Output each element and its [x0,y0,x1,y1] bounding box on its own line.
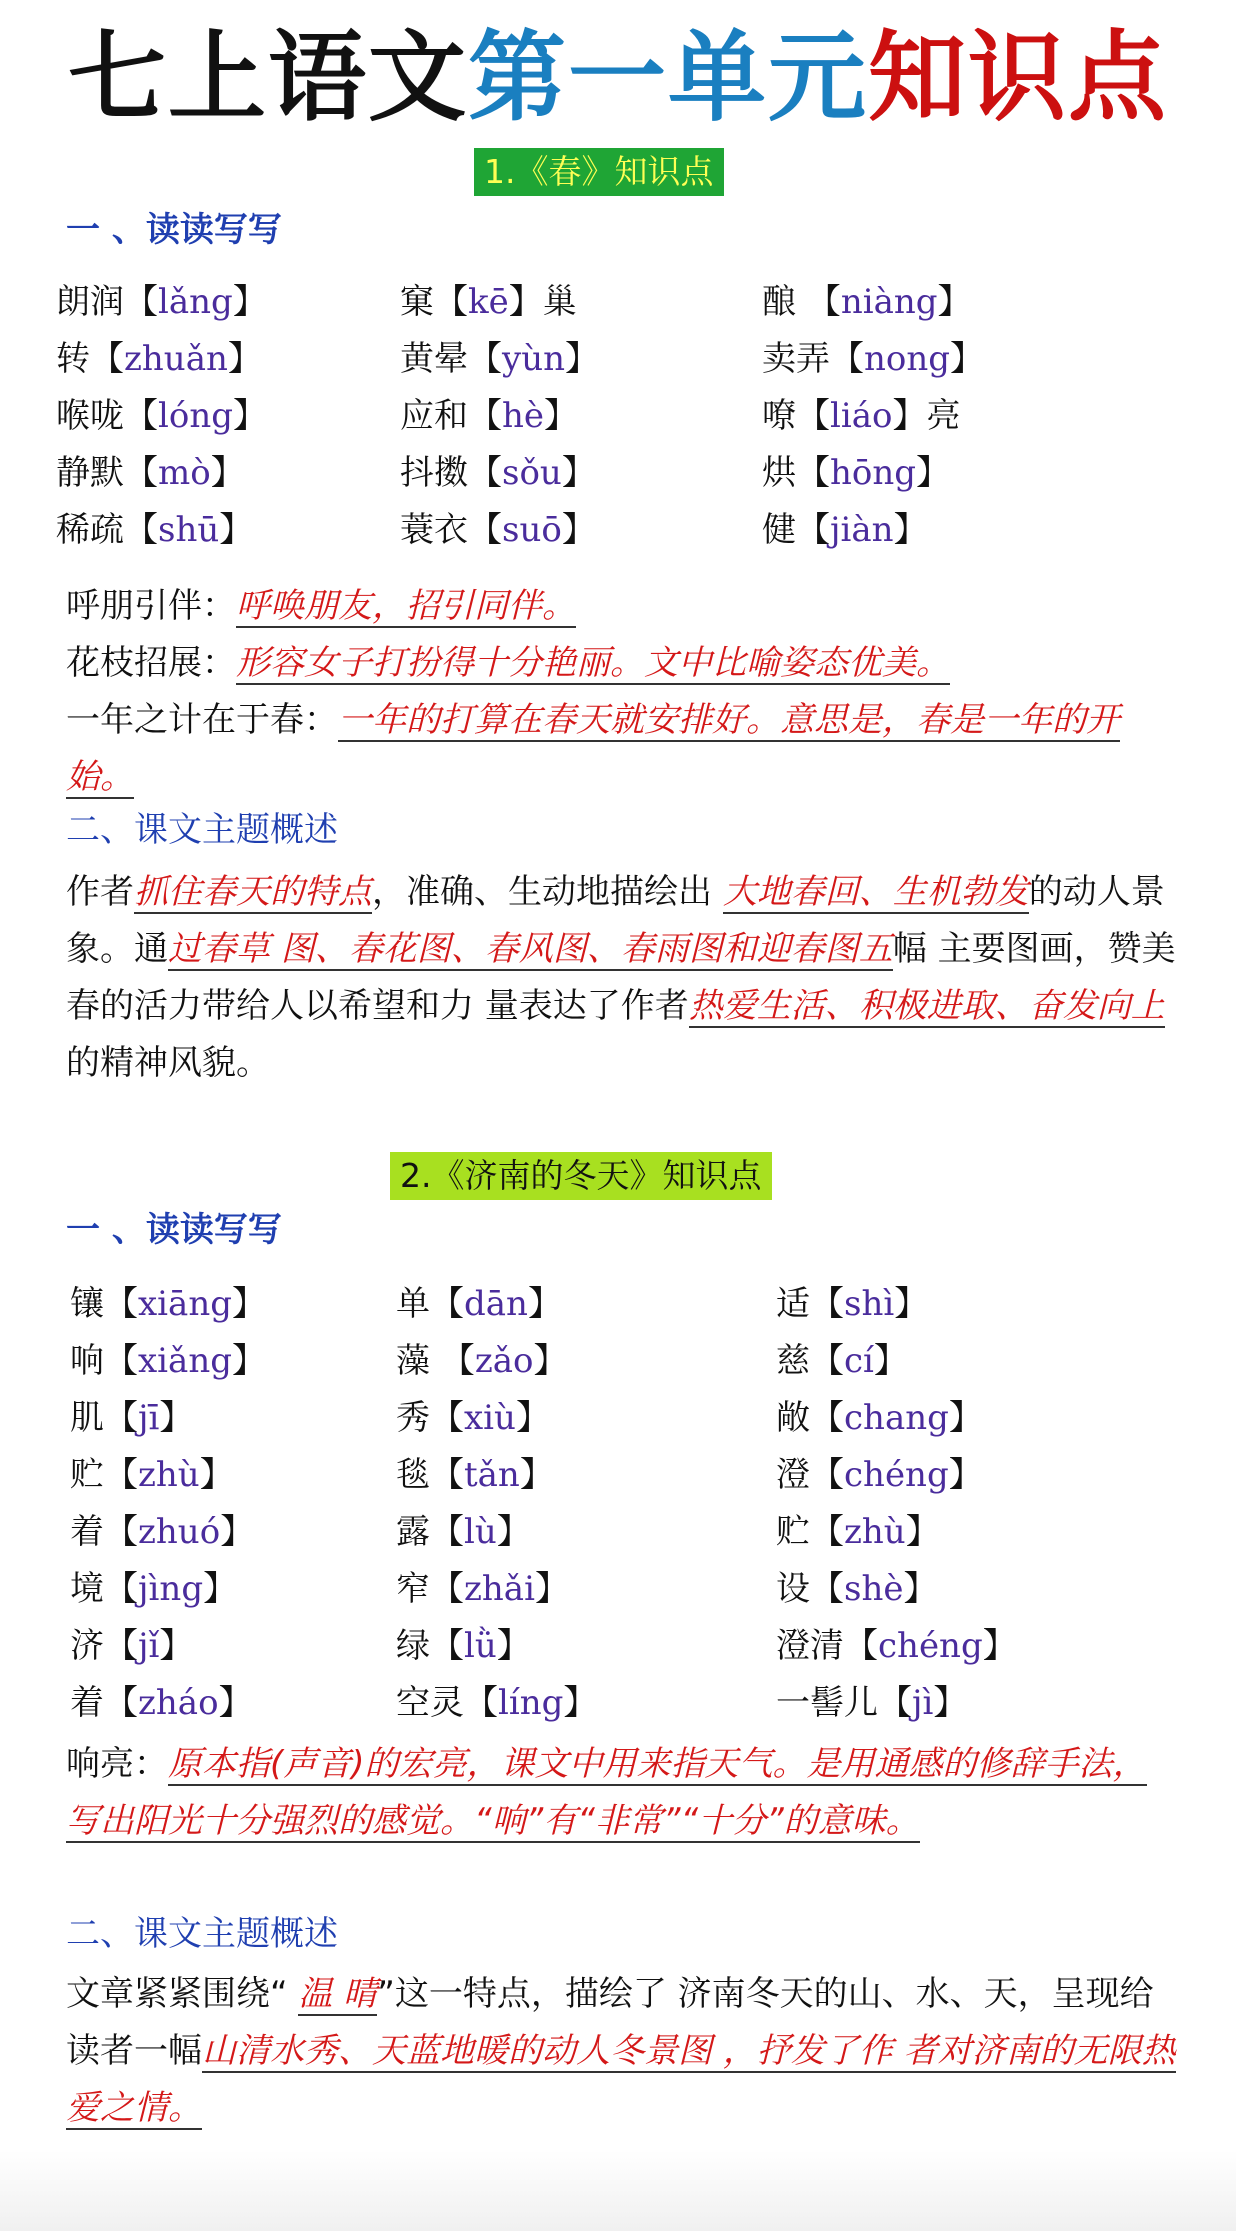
word-char: 】 [231,1341,266,1381]
section2-reading-head: 一 、读读写写 [66,1210,282,1250]
section2-theme-head: 二、课文主题概述 [66,1914,338,1954]
word-pinyin: jǐ [138,1626,160,1666]
word-entry [776,1447,983,1504]
word-entry [776,1333,908,1390]
word-entry [776,1276,928,1333]
idiom-meaning: 形容女子打扮得十分艳丽。文中比喻姿态优美。 [236,643,950,683]
section1-theme [66,864,1176,1092]
word-char: 】 [199,1455,234,1495]
word-char: 】 [561,453,596,493]
theme-highlight: 温 晴 [298,1974,378,2014]
word-pinyin: jiàn [830,510,894,550]
word-char: 】 [561,510,596,550]
word-entry [56,502,253,559]
theme-text: 的精神风貌。 [66,1043,270,1083]
word-pinyin: lǎng [158,282,233,322]
word-char: 空灵【 [396,1683,498,1723]
word-entry [70,1618,193,1675]
word-char: 健【 [762,510,830,550]
word-pinyin: nong [864,339,951,379]
word-char: 】 [519,1455,554,1495]
word-char: 】 [948,1455,983,1495]
word-char: 】 [533,1341,568,1381]
word-char: 】 [496,1626,531,1666]
theme-highlight: 山清水秀、天蓝地暖的动人冬景图 ，抒发了作 者对济南的无限热爱之情。 [66,2031,1176,2128]
section1-reading-head: 一 、读读写写 [66,210,282,250]
section1-word-grid [56,274,1176,564]
word-entry [776,1390,983,1447]
word-char: 境【 [70,1569,138,1609]
word-entry [70,1561,237,1618]
page-title [0,18,1236,138]
word-entry [400,445,596,502]
word-entry [396,1333,567,1390]
idiom-term: 一年之计在于春： [66,700,338,740]
word-pinyin: hè [502,396,545,436]
word-char: 酿 【 [762,282,841,322]
section2-banner: 2.《济南的冬天》知识点 [390,1152,772,1200]
theme-text: 文章紧紧围绕“ [66,1974,299,2014]
word-entry [776,1504,940,1561]
word-char: 】 [231,1284,266,1324]
word-entry [396,1618,531,1675]
word-char: 朗润【 [56,282,158,322]
idiom-line [66,578,1176,635]
word-char: 】 [496,1512,531,1552]
word-pinyin: zhuó [138,1512,221,1552]
word-entry [776,1561,937,1618]
word-pinyin: chéng [878,1626,983,1666]
word-char: 】 [873,1341,908,1381]
word-pinyin: kē [468,282,509,322]
theme-highlight: 热爱生活、积极进取、奋发向上 [688,986,1165,1026]
idiom-line [66,692,1176,806]
word-entry [396,1675,597,1732]
word-char: 藻 【 [396,1341,475,1381]
word-char: 】 [210,453,245,493]
theme-text: 的动人景象。通 [66,872,1165,969]
theme-highlight: 过春草 图、春花图、春风图、春雨图和迎春图五 [168,929,893,969]
word-char: 稀疏【 [56,510,158,550]
word-pinyin: zhǎi [464,1569,535,1609]
word-char: 】 [948,1398,983,1438]
section1-theme-head: 二、课文主题概述 [66,810,338,850]
word-char: 喉咙【 [56,396,158,436]
theme-text: ，准确、生动地描绘出 [372,872,723,912]
word-pinyin: tǎn [464,1455,520,1495]
section2-note [66,1736,1176,1850]
word-char: 设【 [776,1569,844,1609]
word-entry [762,502,928,559]
word-entry [762,274,972,331]
word-pinyin: xiù [464,1398,516,1438]
word-char: 窠【 [400,282,468,322]
word-char: 适【 [776,1284,844,1324]
note-meaning: 原本指(声音)的宏亮，课文中用来指天气。是用通感的修辞手法，写出阳光十分强烈的感觉。“响”有“非常”“十分”的意味。 [66,1744,1147,1841]
word-pinyin: chang [844,1398,949,1438]
word-char: 】亮 [892,396,961,436]
word-pinyin: zhuǎn [124,339,228,379]
word-char: 秀【 [396,1398,464,1438]
title-part-1: 七上语文 [67,21,468,135]
word-pinyin: dān [464,1284,528,1324]
word-entry [70,1504,254,1561]
word-pinyin: xiāng [138,1284,232,1324]
word-char: 】 [905,1512,940,1552]
word-char: 镶【 [70,1284,138,1324]
word-entry [396,1390,550,1447]
word-pinyin: jìng [138,1569,204,1609]
word-entry [776,1675,967,1732]
word-char: 】 [534,1569,569,1609]
word-char: 应和【 [400,396,502,436]
word-char: 】 [219,510,254,550]
word-entry [400,274,577,331]
word-pinyin: hōng [830,453,917,493]
word-char: 】 [232,282,267,322]
word-entry [70,1276,266,1333]
title-part-3: 知识点 [868,21,1169,135]
word-char: 着【 [70,1512,138,1552]
word-char: 】 [903,1569,938,1609]
word-char: 】 [982,1626,1017,1666]
word-char: 】 [515,1398,550,1438]
word-char: 敞【 [776,1398,844,1438]
theme-highlight: 抓住春天的特点 [134,872,372,912]
word-pinyin: lǜ [464,1626,497,1666]
idiom-meaning: 呼唤朋友，招引同伴。 [236,586,576,626]
theme-text: 作者 [66,872,134,912]
word-entry [56,274,267,331]
word-char: 】 [233,396,268,436]
word-char: 】 [565,339,600,379]
word-char: 毯【 [396,1455,464,1495]
word-entry [762,331,984,388]
word-pinyin: lù [464,1512,497,1552]
word-char: 静默【 [56,453,158,493]
section1-banner: 1.《春》知识点 [474,148,724,196]
word-char: 绿【 [396,1626,464,1666]
word-pinyin: liáo [830,396,893,436]
word-char: 蓑衣【 [400,510,502,550]
word-entry [56,388,267,445]
title-part-2: 第一单元 [467,21,868,135]
word-entry [762,388,961,445]
word-entry [776,1618,1017,1675]
word-char: 】 [894,1284,929,1324]
word-pinyin: shì [844,1284,895,1324]
word-char: 贮【 [70,1455,138,1495]
word-char: 济【 [70,1626,138,1666]
word-pinyin: jī [138,1398,160,1438]
word-char: 澄清【 [776,1626,878,1666]
word-entry [70,1675,253,1732]
word-char: 】 [220,1512,255,1552]
word-char: 卖弄【 [762,339,864,379]
word-char: 澄【 [776,1455,844,1495]
word-pinyin: líng [498,1683,564,1723]
word-entry [56,445,245,502]
section2-word-grid [70,1276,1170,1736]
word-char: 单【 [396,1284,464,1324]
idiom-line [66,635,1176,692]
word-pinyin: zhù [138,1455,200,1495]
word-char: 】 [916,453,951,493]
word-pinyin: cí [844,1341,874,1381]
word-char: 响【 [70,1341,138,1381]
word-entry [400,331,599,388]
word-char: 转【 [56,339,124,379]
word-char: 贮【 [776,1512,844,1552]
word-pinyin: zǎo [474,1341,534,1381]
word-char: 窄【 [396,1569,464,1609]
word-pinyin: jì [912,1683,934,1723]
word-char: 】 [937,282,972,322]
word-entry [762,445,950,502]
word-pinyin: xiǎng [138,1341,232,1381]
word-char: 】 [950,339,985,379]
word-char: 】 [544,396,579,436]
word-entry [396,1561,569,1618]
word-char: 慈【 [776,1341,844,1381]
word-pinyin: zháo [138,1683,219,1723]
word-char: 黄晕【 [400,339,502,379]
word-entry [396,1504,531,1561]
word-char: 着【 [70,1683,138,1723]
word-pinyin: chéng [844,1455,949,1495]
word-char: 】 [563,1683,598,1723]
word-char: 】 [159,1398,194,1438]
word-char: 肌【 [70,1398,138,1438]
section2-theme [66,1966,1176,2137]
word-char: 】 [218,1683,253,1723]
word-char: 烘【 [762,453,830,493]
word-pinyin: mò [158,453,211,493]
word-entry [70,1390,193,1447]
theme-text: ”这一特点，描绘了 济南冬天的山、水、天，呈现给读者一幅 [66,1974,1154,2071]
word-pinyin: shū [158,510,220,550]
bottom-fade [0,2150,1236,2231]
word-char: 抖擞【 [400,453,502,493]
word-char: 一髻儿【 [776,1683,912,1723]
idiom-meaning: 一年的打算在春天就安排好。意思是，春是一年的开始。 [66,700,1120,797]
word-entry [70,1447,234,1504]
word-char: 】 [227,339,262,379]
theme-text: 幅 主要图画，赞美春的活力带给人以希望和力 量表达了作者 [66,929,1176,1026]
word-pinyin: zhù [844,1512,906,1552]
word-pinyin: yùn [502,339,566,379]
idiom-term: 呼朋引伴： [66,586,236,626]
word-entry [56,331,262,388]
word-char: 】 [203,1569,238,1609]
theme-highlight: 大地春回、生机勃发 [722,872,1029,912]
word-entry [70,1333,266,1390]
note-term: 响亮： [66,1744,168,1784]
word-pinyin: lóng [158,396,234,436]
word-entry [396,1447,554,1504]
word-pinyin: shè [844,1569,904,1609]
word-pinyin: sǒu [502,453,562,493]
word-char: 】 [893,510,928,550]
word-pinyin: suō [502,510,562,550]
word-char: 】巢 [508,282,577,322]
word-char: 】 [527,1284,562,1324]
word-char: 】 [933,1683,968,1723]
section1-idioms [66,578,1176,806]
word-entry [400,502,596,559]
word-entry [396,1276,562,1333]
word-char: 露【 [396,1512,464,1552]
idiom-term: 花枝招展： [66,643,236,683]
word-char: 嘹【 [762,396,830,436]
word-entry [400,388,578,445]
word-pinyin: niàng [840,282,938,322]
word-char: 】 [159,1626,194,1666]
